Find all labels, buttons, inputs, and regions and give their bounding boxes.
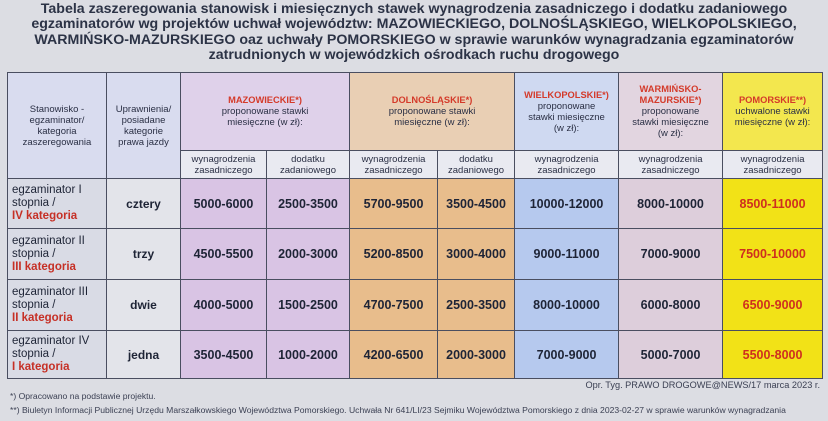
region-wielkopolskie: WIELKOPOLSKIE*)	[524, 89, 609, 100]
subheader-maz-wyn: wynagrodzenia zasadniczego	[181, 151, 267, 179]
subheader-wlk-wyn: wynagrodzenia zasadniczego	[515, 151, 619, 179]
cell-war-wyn: 7000-9000	[619, 229, 723, 280]
cell-war-wyn: 5000-7000	[619, 331, 723, 379]
table-row	[8, 179, 823, 229]
cell-maz-wyn: 4500-5500	[181, 229, 267, 280]
cell-war-wyn: 6000-8000	[619, 280, 723, 331]
cell-dol-wyn: 5700-9500	[350, 179, 438, 229]
header-mazowieckie	[181, 73, 350, 151]
cell-maz-dod: 2000-3000	[267, 229, 350, 280]
row-uprawnienia: cztery	[107, 179, 181, 229]
region-pomorskie: POMORSKIE**)	[738, 95, 807, 105]
row-uprawnienia: jedna	[107, 331, 181, 379]
row-label	[8, 280, 107, 331]
cell-maz-dod: 1500-2500	[267, 280, 350, 331]
header-wielkopolskie	[515, 73, 619, 151]
row-stanowisko: egzaminator II stopnia /	[12, 234, 85, 260]
subheader-dol-wyn: wynagrodzenia zasadniczego	[350, 151, 438, 179]
salary-table	[7, 72, 823, 379]
table-row	[8, 229, 823, 280]
cell-dol-dod: 2000-3000	[438, 331, 515, 379]
header-uprawnienia: Uprawnienia/ posiadane kategorie prawa jazdy	[107, 73, 181, 179]
header-stanowisko: Stanowisko - egzaminator/ kategoria zaszeregowania	[8, 73, 107, 179]
cell-dol-wyn: 4200-6500	[350, 331, 438, 379]
subheader-dol-dod: dodatku zadaniowego	[438, 151, 515, 179]
dolnoslaskie-subtitle: proponowane stawki miesięczne (w zł):	[388, 106, 476, 128]
row-kategoria: III kategoria	[12, 260, 76, 273]
footnote-1: *) Opracowano na podstawie projektu.	[10, 391, 156, 401]
row-stanowisko: egzaminator I stopnia /	[12, 184, 82, 209]
cell-dol-dod: 2500-3500	[438, 280, 515, 331]
cell-pom-wyn: 6500-9000	[723, 280, 823, 331]
subheader-pom-wyn: wynagrodzenia zasadniczego	[723, 151, 823, 179]
row-kategoria: I kategoria	[12, 361, 70, 373]
cell-maz-wyn: 3500-4500	[181, 331, 267, 379]
cell-dol-wyn: 5200-8500	[350, 229, 438, 280]
row-uprawnienia: trzy	[107, 229, 181, 280]
warminsko-subtitle: proponowane stawki miesięczne (w zł):	[632, 106, 709, 139]
cell-pom-wyn: 5500-8000	[723, 331, 823, 379]
subheader-war-wyn: wynagrodzenia zasadniczego	[619, 151, 723, 179]
cell-dol-dod: 3000-4000	[438, 229, 515, 280]
row-uprawnienia: dwie	[107, 280, 181, 331]
row-label	[8, 179, 107, 229]
row-kategoria: II kategoria	[12, 311, 73, 324]
cell-maz-wyn: 5000-6000	[181, 179, 267, 229]
header-pomorskie	[723, 73, 823, 151]
title-line-3: WARMIŃSKO-MAZURSKIEGO oaz uchwały POMORSKIEGO w sprawie warunków wynagradzania egzaminatorów	[34, 31, 794, 48]
cell-dol-wyn: 4700-7500	[350, 280, 438, 331]
cell-wlk-wyn: 8000-10000	[515, 280, 619, 331]
cell-wlk-wyn: 10000-12000	[515, 179, 619, 229]
cell-pom-wyn: 8500-11000	[723, 179, 823, 229]
table-row	[8, 331, 823, 379]
subheader-maz-dod: dodatku zadaniowego	[267, 151, 350, 179]
cell-wlk-wyn: 7000-9000	[515, 331, 619, 379]
header-dolnoslaskie	[350, 73, 515, 151]
cell-maz-dod: 2500-3500	[267, 179, 350, 229]
region-warminsko: WARMIŃSKO-MAZURSKIE*)	[639, 84, 702, 105]
region-mazowieckie: MAZOWIECKIE*)	[228, 95, 302, 105]
row-label	[8, 229, 107, 280]
cell-maz-wyn: 4000-5000	[181, 280, 267, 331]
pomorskie-subtitle: uchwalone stawki miesięczne (w zł):	[734, 106, 811, 128]
wielkopolskie-subtitle: proponowane stawki miesięczne (w zł):	[528, 100, 605, 134]
cell-dol-dod: 3500-4500	[438, 179, 515, 229]
footnote-2: **) Biuletyn Informacji Publicznej Urzędu Marszałkowskiego Województwa Pomorskiego. Uchwała Nr 641/LI/23 Sejmiku Województwa Pomorskiego z dnia 2023-02-27 w sprawie warunków wynagradzania	[10, 405, 786, 415]
table-row	[8, 280, 823, 331]
cell-pom-wyn: 7500-10000	[723, 229, 823, 280]
row-label	[8, 331, 107, 379]
cell-wlk-wyn: 9000-11000	[515, 229, 619, 280]
mazowieckie-subtitle: proponowane stawki miesięczne (w zł):	[221, 106, 309, 128]
row-stanowisko: egzaminator IV stopnia /	[12, 335, 90, 360]
document-title	[6, 2, 822, 64]
title-line-4: zatrudnionych w wojewódzkich ośrodkach ruchu drogowego	[208, 47, 620, 64]
header-warminsko	[619, 73, 723, 151]
cell-maz-dod: 1000-2000	[267, 331, 350, 379]
title-line-1: Tabela zaszeregowania stanowisk i miesięcznych stawek wynagrodzenia zasadniczego i dodatku zadaniowego	[40, 1, 788, 17]
cell-war-wyn: 8000-10000	[619, 179, 723, 229]
row-kategoria: IV kategoria	[12, 210, 78, 222]
region-dolnoslaskie: DOLNOŚLĄSKIE*)	[391, 95, 473, 105]
title-line-2: egzaminatorów wg projektów uchwał województw: MAZOWIECKIEGO, DOLNOŚLĄSKIEGO, WIELKOPOLSKIEGO,	[31, 16, 797, 33]
source-note: Opr. Tyg. PRAWO DROGOWE@NEWS/17 marca 2023 r.	[585, 380, 820, 390]
row-stanowisko: egzaminator III stopnia /	[12, 285, 89, 311]
